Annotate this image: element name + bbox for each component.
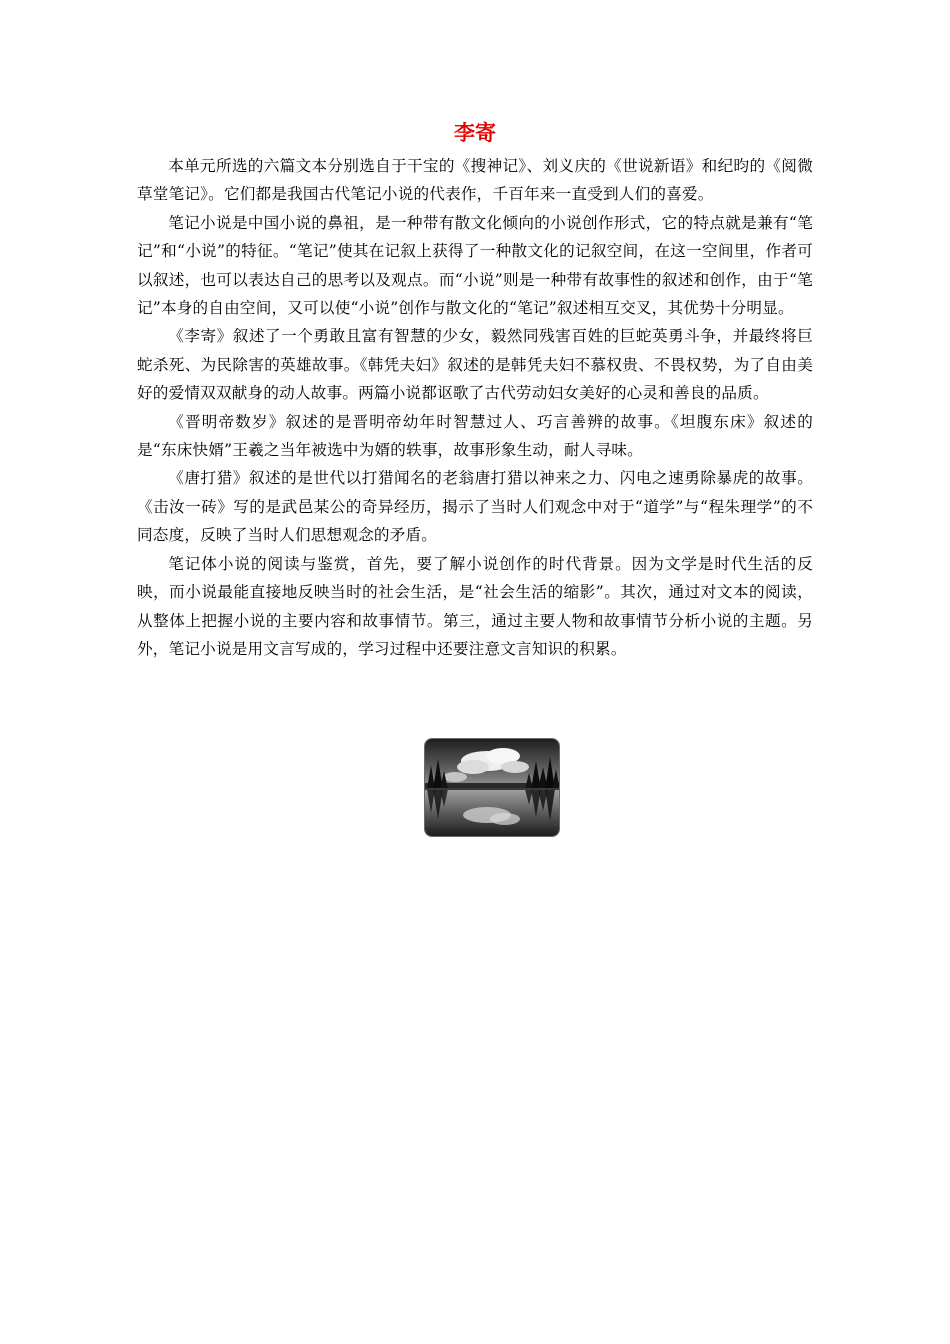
body-text xyxy=(137,152,813,663)
paragraph-6: 笔记体小说的阅读与鉴赏，首先，要了解小说创作的时代背景。因为文学是时代生活的反映，而小说最能直接地反映当时的社会生活，是“社会生活的缩影”。其次，通过对文本的阅读，从整体上把握小说的主要内容和故事情节。第三，通过主要人物和故事情节分析小说的主题。另外，笔记小说是用文言写成的，学习过程中还要注意文言知识的积累。 xyxy=(137,554,813,658)
paragraph-2: 笔记小说是中国小说的鼻祖，是一种带有散文化倾向的小说创作形式，它的特点就是兼有“笔记”和“小说”的特征。“笔记”使其在记叙上获得了一种散文化的记叙空间，在这一空间里，作者可以叙述，也可以表达自己的思考以及观点。而“小说”则是一种带有故事性的叙述和创作，由于“笔记”本身的自由空间，又可以使“小说”创作与散文化的“笔记”叙述相互交叉，其优势十分明显。 xyxy=(137,213,813,318)
landscape-photo xyxy=(425,739,559,836)
paragraph-4: 《晋明帝数岁》叙述的是晋明帝幼年时智慧过人、巧言善辨的故事。《坦腹东床》叙述的是“东床快婿”王羲之当年被选中为婿的轶事，故事形象生动，耐人寻味。 xyxy=(137,412,813,460)
paragraph-3: 《李寄》叙述了一个勇敢且富有智慧的少女，毅然同残害百姓的巨蛇英勇斗争，并最终将巨蛇杀死、为民除害的英雄故事。《韩凭夫妇》叙述的是韩凭夫妇不慕权贵、不畏权势，为了自由美好的爱情双双献身的动人故事。两篇小说都讴歌了古代劳动妇女美好的心灵和善良的品质。 xyxy=(137,327,813,403)
landscape-photo-image xyxy=(425,739,559,836)
paragraph-1: 本单元所选的六篇文本分别选自于干宝的《搜神记》、刘义庆的《世说新语》和纪昀的《阅微草堂笔记》。它们都是我国古代笔记小说的代表作，千百年来一直受到人们的喜爱。 xyxy=(137,157,813,204)
paragraph-5: 《唐打猎》叙述的是世代以打猎闻名的老翁唐打猎以神来之力、闪电之速勇除暴虎的故事。《击汝一砖》写的是武邑某公的奇异经历，揭示了当时人们观念中对于“道学”与“程朱理学”的不同态度，反映了当时人们思想观念的矛盾。 xyxy=(137,469,813,545)
page-title: 李寄 xyxy=(454,121,496,145)
